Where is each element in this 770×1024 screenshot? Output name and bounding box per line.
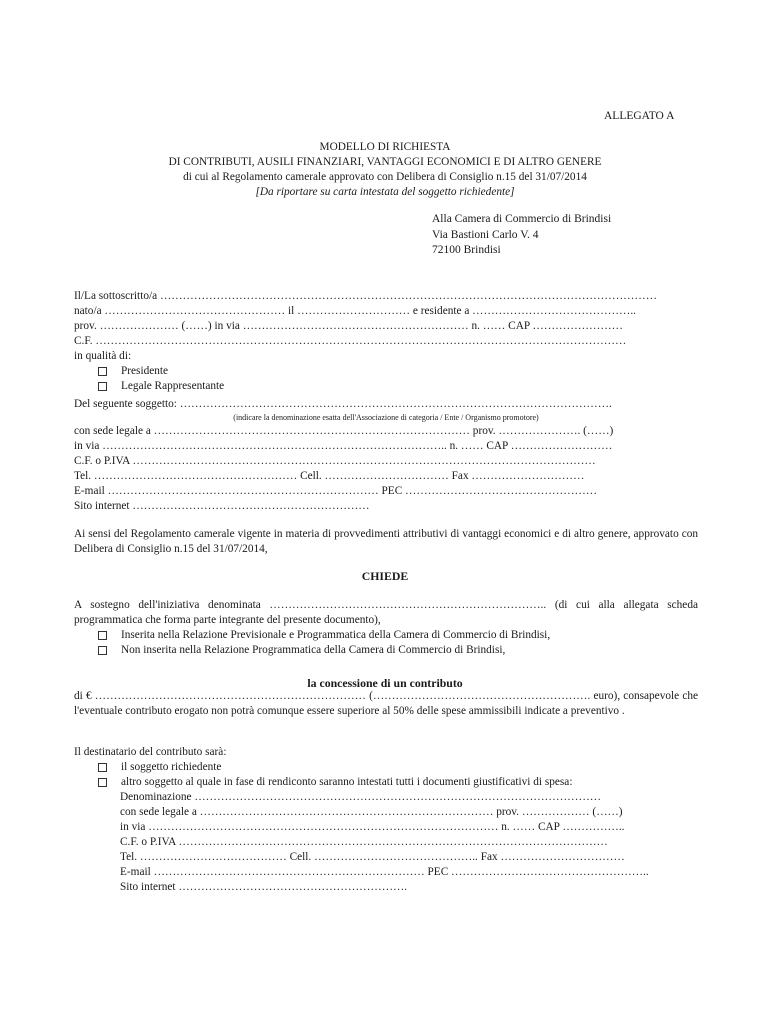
signer-role-label: in qualità di:: [74, 350, 132, 362]
subject-sede-line: con sede legale a ………………………………………………………………………… prov. …………………. (……): [74, 425, 614, 437]
checkbox-presidente[interactable]: [98, 367, 107, 376]
subject-tel-line: Tel. ……………………………………………… Cell. …………………………… Fax …………………………: [74, 470, 585, 482]
option-soggetto-richiedente-label: il soggetto richiedente: [121, 761, 222, 773]
recipient-address: [432, 212, 611, 259]
address-line-3: 72100 Brindisi: [432, 244, 501, 256]
title-line-2: DI CONTRIBUTI, AUSILI FINANZIARI, VANTAGGI ECONOMICI E DI ALTRO GENERE: [168, 156, 602, 168]
title-line-3: di cui al Regolamento camerale approvato con Delibera di Consiglio n.15 del 31/07/2014: [183, 171, 587, 183]
option-legale-rappresentante-label: Legale Rappresentante: [121, 380, 225, 392]
option-non-inserita[interactable]: [74, 643, 698, 658]
option-inserita[interactable]: [74, 628, 698, 643]
signer-birth-line: nato/a ………………………………………… il ………………………… e residente a ……………………………………..: [74, 305, 636, 317]
altro-sede-line: con sede legale a …………………………………………………………………… prov. ……………… (……): [120, 806, 623, 818]
option-altro-soggetto[interactable]: [74, 775, 698, 790]
address-line-1: Alla Camera di Commercio di Brindisi: [432, 213, 612, 225]
concessione-text: di € ……………………………………………………………… (…………………………………………………. euro), consapevole che l'eventuale contributo erogato non potrà comunque essere superiore al 50% delle spese ammissibili indicate a preventivo .: [74, 690, 698, 717]
subject-line: Del seguente soggetto: …………………………………………………………………………………………………….: [74, 398, 612, 410]
signer-name-line: Il/La sottoscritto/a ……………………………………………………………………………………………………………………: [74, 290, 658, 302]
subject-section: [74, 397, 698, 514]
subject-web-line: Sito internet ………………………………………………………: [74, 500, 370, 512]
concessione-heading: la concessione di un contributo: [307, 676, 463, 690]
destinatario-intro: Il destinatario del contributo sarà:: [74, 746, 227, 758]
option-non-inserita-label: Non inserita nella Relazione Programmatica della Camera di Commercio di Brindisi,: [121, 644, 506, 656]
checkbox-altro-soggetto[interactable]: [98, 778, 107, 787]
option-presidente-label: Presidente: [121, 365, 169, 377]
option-legale-rappresentante[interactable]: [74, 379, 698, 394]
chiede-heading: CHIEDE: [361, 569, 409, 583]
altro-tel-line: Tel. ………………………………… Cell. …………………………………….. Fax ……………………………: [120, 851, 625, 863]
altro-denominazione-line: Denominazione ………………………………………………………………………………………………: [120, 791, 602, 803]
checkbox-legale-rappresentante[interactable]: [98, 382, 107, 391]
altro-email-line: E-mail ……………………………………………………………… PEC ……………………………………………..: [120, 866, 649, 878]
sostegno-text: A sostegno dell'iniziativa denominata ……………………………………………………………….. (di cui alla allegata scheda programmatica che forma parte integrante del presente documento),: [74, 599, 698, 626]
checkbox-non-inserita[interactable]: [98, 646, 107, 655]
title-line-4: [Da riportare su carta intestata del soggetto richiedente]: [255, 186, 515, 198]
sostegno-section: [74, 598, 698, 658]
title-line-1: MODELLO DI RICHIESTA: [319, 141, 451, 153]
option-soggetto-richiedente[interactable]: [74, 760, 698, 775]
subject-note: (indicare la denominazione esatta dell'Associazione di categoria / Ente / Organismo promotore): [233, 413, 539, 422]
option-presidente[interactable]: [74, 364, 698, 379]
address-line-2: Via Bastioni Carlo V. 4: [432, 228, 539, 241]
option-altro-soggetto-label: altro soggetto al quale in fase di rendiconto saranno intestati tutti i documenti giustificativi di spesa:: [121, 776, 573, 788]
document-title: [0, 140, 770, 200]
subject-cf-line: C.F. o P.IVA ……………………………………………………………………………………………………………: [74, 455, 596, 467]
signer-section: [74, 289, 698, 394]
signer-address-line: prov. ………………… (……) in via …………………………………………………… n. …… CAP ……………………: [74, 320, 623, 332]
subject-via-line: in via ……………………………………………………………………………….. n. …… CAP ………………………: [74, 440, 613, 452]
altro-via-line: in via ………………………………………………………………………………… n. …… CAP ……………..: [120, 821, 625, 833]
altro-web-line: Sito internet …………………………………………………….: [120, 881, 408, 893]
intro-paragraph: Ai sensi del Regolamento camerale vigente in materia di provvedimenti attributivi di vantaggi economici e di altro genere, approvato con Delibera di Consiglio n.15 del 31/07/2014,: [74, 528, 698, 555]
option-inserita-label: Inserita nella Relazione Previsionale e Programmatica della Camera di Commercio di Brindisi,: [121, 629, 551, 641]
allegato-label: ALLEGATO A: [604, 110, 675, 122]
checkbox-inserita[interactable]: [98, 631, 107, 640]
signer-cf-line: C.F. ……………………………………………………………………………………………………………………………: [74, 335, 627, 347]
destinatario-section: [74, 745, 698, 895]
checkbox-soggetto-richiedente[interactable]: [98, 763, 107, 772]
altro-cf-line: C.F. o P.IVA ……………………………………………………………………………………………………: [120, 836, 608, 848]
subject-email-line: E-mail ……………………………………………………………… PEC ……………………………………………: [74, 485, 598, 497]
